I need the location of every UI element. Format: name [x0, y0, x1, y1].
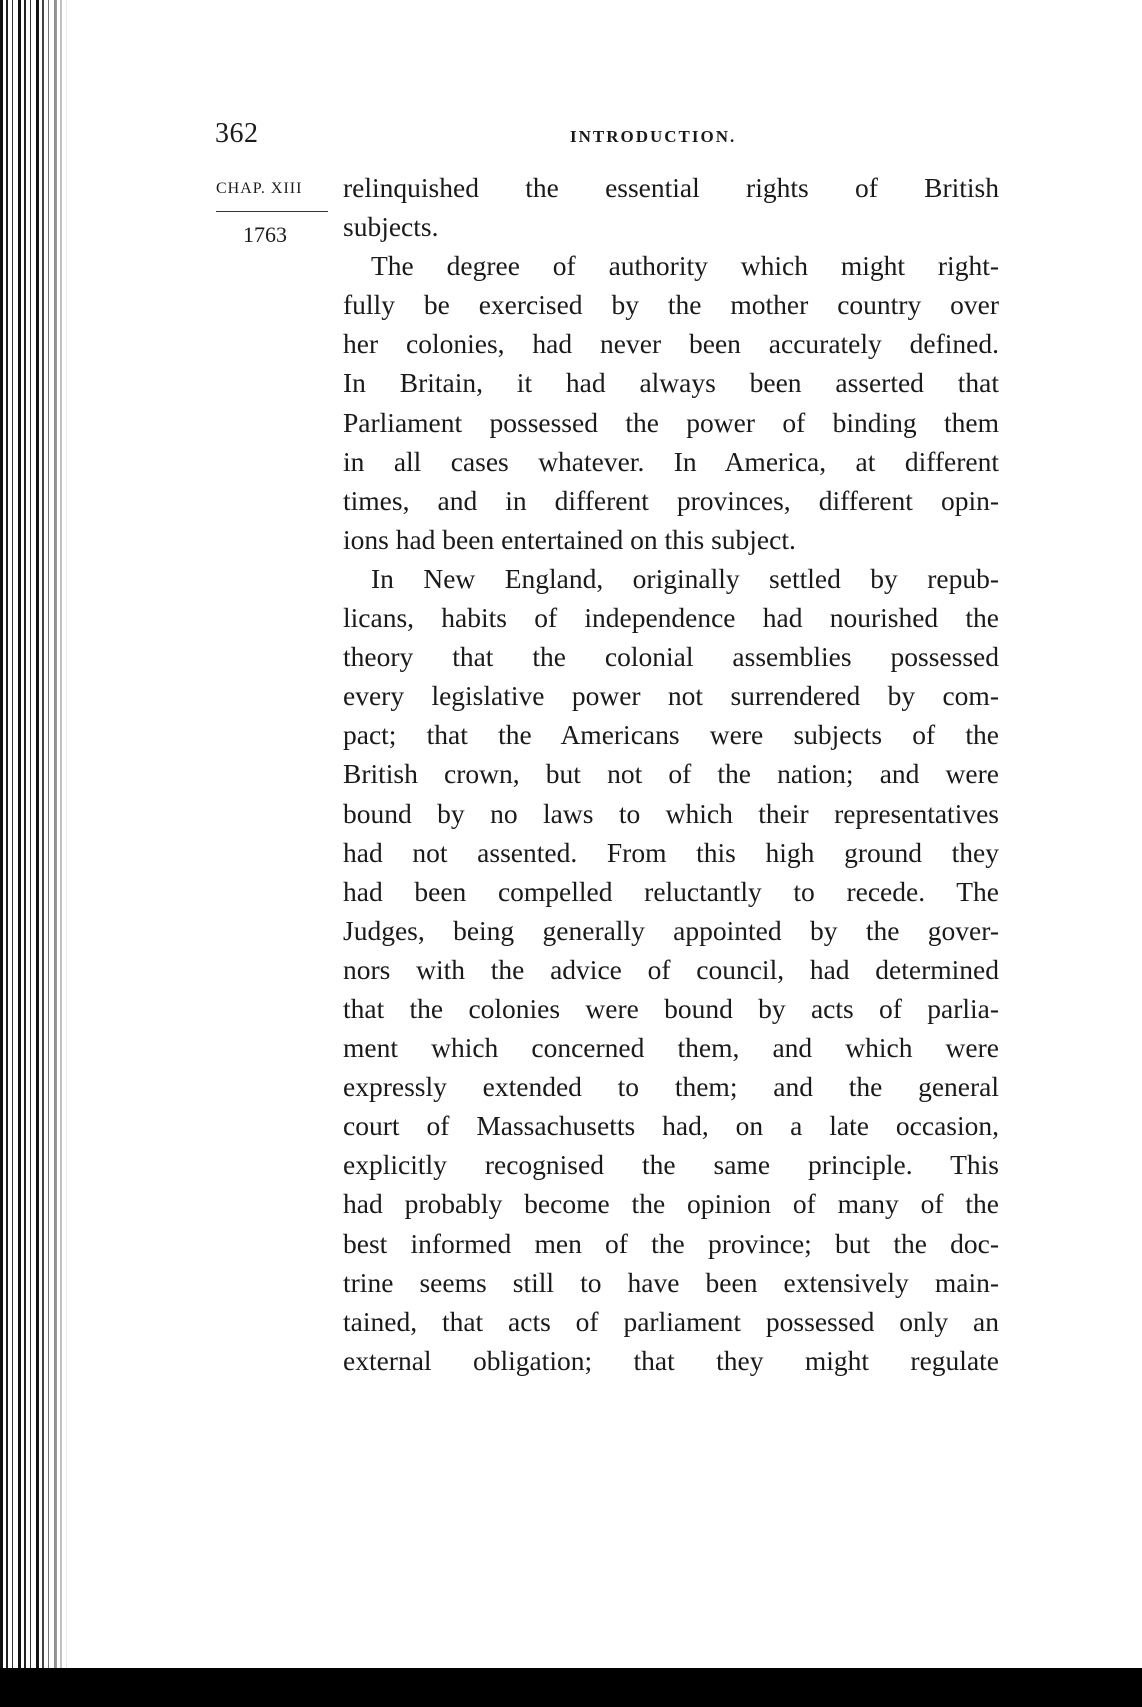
text-line: fully be exercised by the mother country over [343, 289, 999, 321]
text-line: trine seems still to have been extensively main- [343, 1266, 999, 1298]
text-line: explicitly recognised the same principle. This [343, 1149, 999, 1181]
text-line: theory that the colonial assemblies possessed [343, 641, 999, 673]
margin-rule [216, 211, 328, 212]
text-line: court of Massachusetts had, on a late occasion, [343, 1110, 999, 1142]
text-line: expressly extended to them; and the general [343, 1071, 999, 1103]
page-number: 362 [215, 118, 259, 149]
text-line: subjects. [343, 211, 439, 243]
text-line: had not assented. From this high ground they [343, 836, 999, 868]
text-line: relinquished the essential rights of British [343, 172, 999, 203]
text-line: ment which concerned them, and which were [343, 1032, 999, 1064]
text-line: Parliament possessed the power of binding them [343, 406, 999, 438]
running-head: INTRODUCTION. [570, 127, 737, 146]
body-text [343, 168, 999, 1380]
text-line: external obligation; that they might regulate [343, 1344, 999, 1376]
text-line: that the colonies were bound by acts of parlia- [343, 992, 999, 1024]
text-line: ions had been entertained on this subject. [343, 523, 796, 555]
text-line: pact; that the Americans were subjects of the [343, 719, 999, 751]
text-line: bound by no laws to which their representatives [343, 797, 999, 829]
text-line: tained, that acts of parliament possessed only an [343, 1305, 999, 1337]
margin-chapter-note: CHAP. XIII [216, 180, 303, 197]
text-line: British crown, but not of the nation; and were [343, 758, 999, 790]
text-line: The degree of authority which might right- [371, 250, 999, 282]
text-line: In Britain, it had always been asserted that [343, 367, 999, 399]
text-line: Judges, being generally appointed by the gover- [343, 914, 999, 946]
text-line: nors with the advice of council, had determined [343, 953, 999, 985]
text-line: In New England, originally settled by repub- [371, 562, 999, 594]
text-line: had been compelled reluctantly to recede. The [343, 875, 999, 907]
text-line: in all cases whatever. In America, at different [343, 445, 999, 477]
text-line: had probably become the opinion of many of the [343, 1188, 999, 1220]
text-line: times, and in different provinces, different opin- [343, 484, 999, 516]
binding-shadow [38, 0, 70, 1707]
text-line: best informed men of the province; but the doc- [343, 1227, 999, 1259]
scan-bottom-edge [0, 1668, 1142, 1707]
margin-year-note: 1763 [243, 222, 287, 247]
text-line: every legislative power not surrendered by com- [343, 680, 999, 712]
text-line: licans, habits of independence had nourished the [343, 602, 999, 634]
text-line: her colonies, had never been accurately defined. [343, 328, 999, 360]
